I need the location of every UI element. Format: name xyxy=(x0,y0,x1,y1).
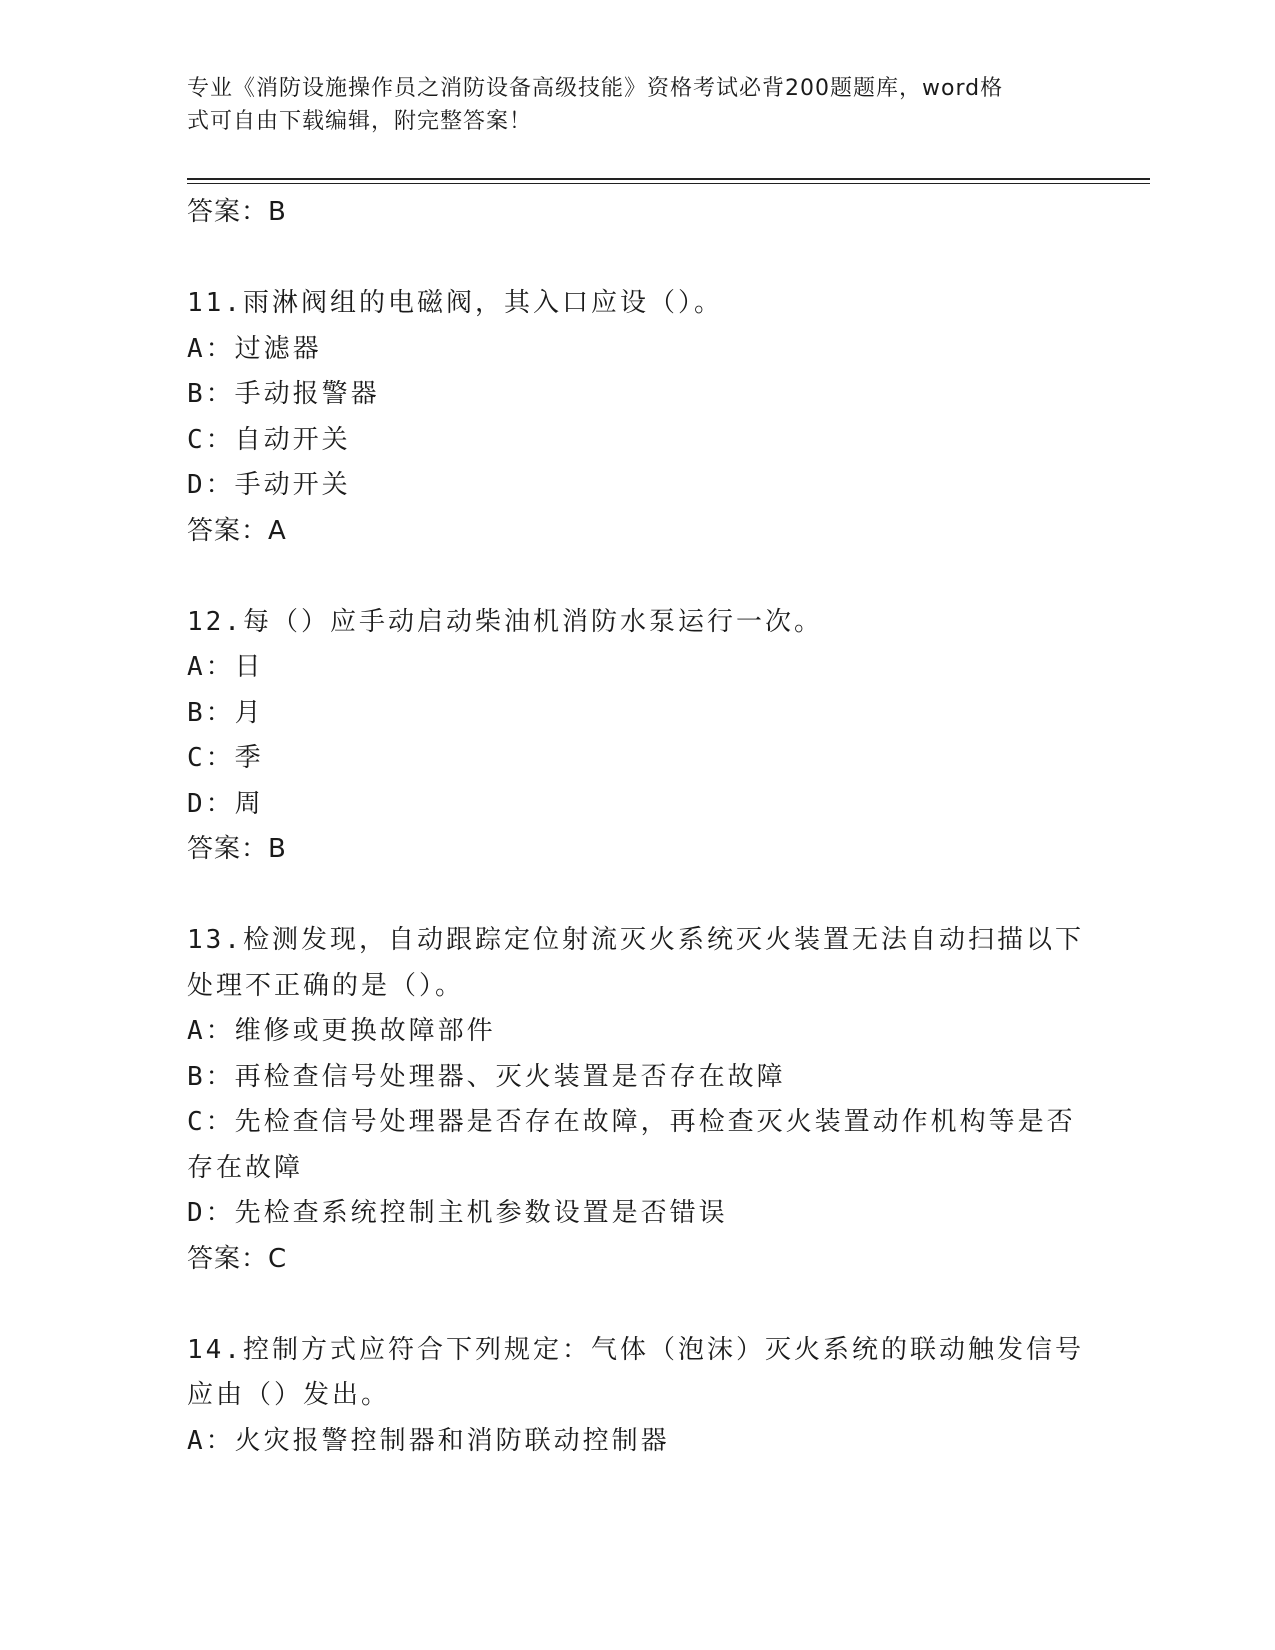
question-14 xyxy=(187,1328,1087,1465)
option-c-continued: 存在故障 xyxy=(187,1152,304,1183)
option-d: D：周 xyxy=(187,788,264,819)
option-a: A：火灾报警控制器和消防联动控制器 xyxy=(187,1425,670,1456)
option-c: C：先检查信号处理器是否存在故障，再检查灭火装置动作机构等是否 xyxy=(187,1107,1076,1137)
question-text-line-1: 14.控制方式应符合下列规定：气体（泡沫）灭火系统的联动触发信号 xyxy=(187,1334,1084,1365)
question-text: 12.每（）应手动启动柴油机消防水泵运行一次。 xyxy=(187,606,823,637)
option-b: B：月 xyxy=(187,697,264,728)
option-b: B：再检查信号处理器、灭火装置是否存在故障 xyxy=(187,1061,786,1092)
header-line-1: 专业《消防设施操作员之消防设备高级技能》资格考试必背200题题库，word格 xyxy=(187,76,1004,101)
question-11 xyxy=(187,281,1087,554)
option-d: D：手动开关 xyxy=(187,470,351,500)
document-header xyxy=(187,72,1067,138)
option-c: C：季 xyxy=(187,743,264,773)
header-divider-thick xyxy=(187,178,1150,180)
header-line-2: 式可自由下载编辑，附完整答案！ xyxy=(187,109,533,134)
question-text: 11.雨淋阀组的电磁阀，其入口应设（）。 xyxy=(187,288,723,318)
answer: 答案：C xyxy=(187,1243,288,1274)
question-text-line-1: 13.检测发现，自动跟踪定位射流灭火系统灭火装置无法自动扫描以下 xyxy=(187,925,1084,955)
document-body xyxy=(187,190,1087,1464)
previous-answer: 答案：B xyxy=(187,197,287,227)
option-c: C：自动开关 xyxy=(187,424,351,455)
question-text-line-2: 处理不正确的是（）。 xyxy=(187,970,465,1001)
option-a: A：日 xyxy=(187,652,264,682)
option-d: D：先检查系统控制主机参数设置是否错误 xyxy=(187,1198,728,1228)
option-a: A：维修或更换故障部件 xyxy=(187,1016,496,1046)
question-12 xyxy=(187,600,1087,873)
answer: 答案：A xyxy=(187,515,287,546)
answer: 答案：B xyxy=(187,834,287,864)
option-b: B：手动报警器 xyxy=(187,379,380,409)
question-13 xyxy=(187,918,1087,1282)
question-text-line-2: 应由（）发出。 xyxy=(187,1380,391,1410)
option-a: A：过滤器 xyxy=(187,333,322,364)
header-divider-thin xyxy=(187,183,1150,184)
